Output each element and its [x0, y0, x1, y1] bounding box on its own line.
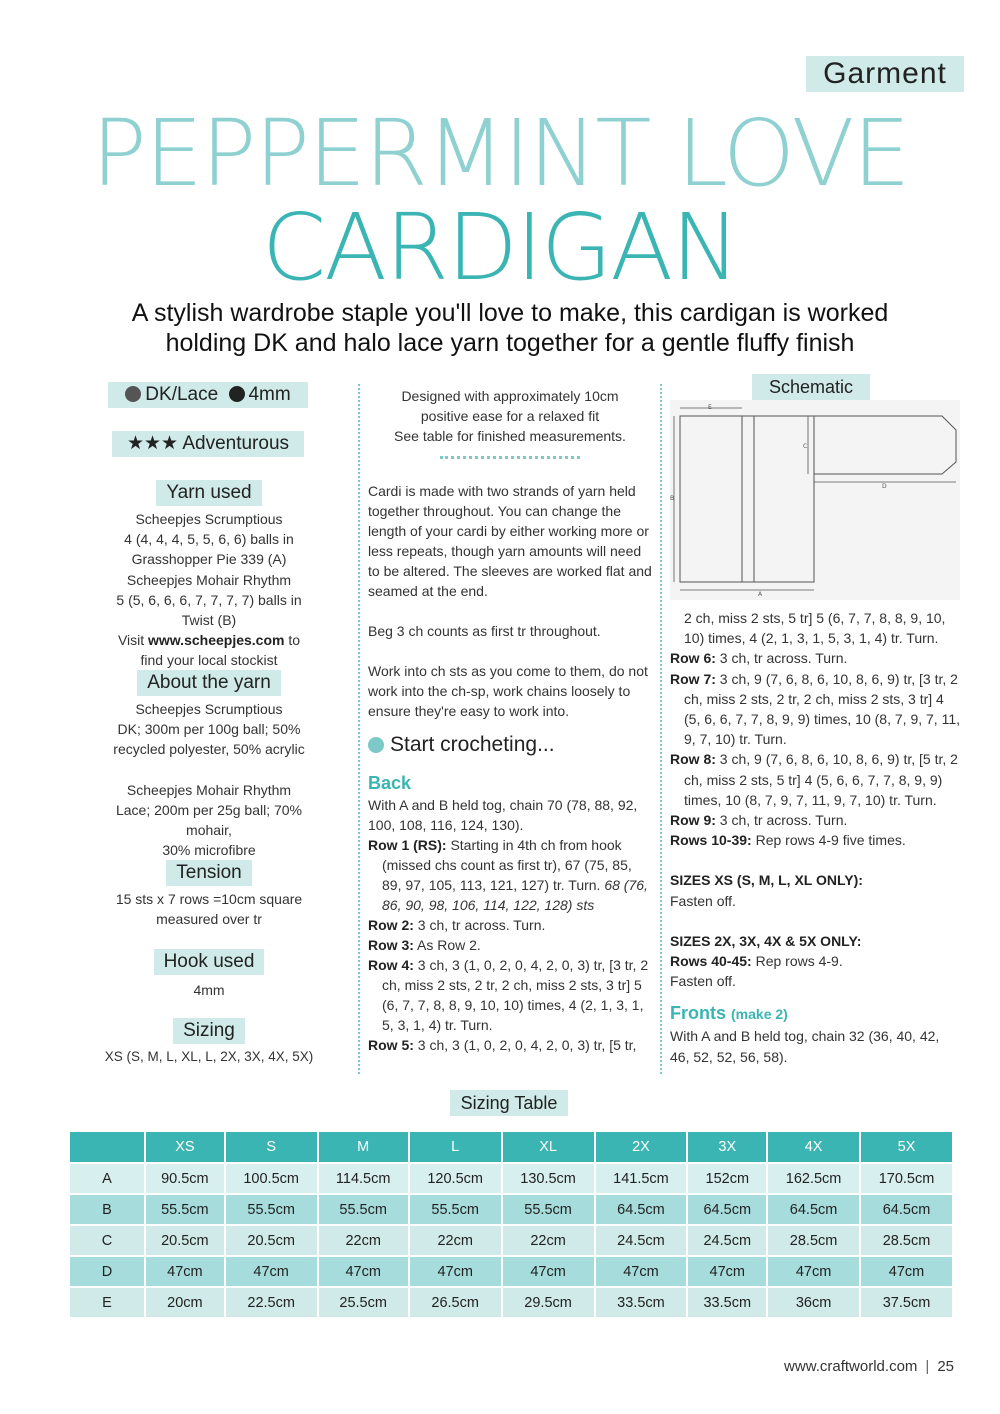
label-a: A — [758, 591, 763, 598]
table-header-row — [70, 1132, 952, 1162]
row-label-cell: D — [70, 1257, 144, 1286]
page-title-line1: PEPPERMINT LOVE — [91, 100, 909, 207]
page-title-line2: CARDIGAN — [261, 194, 739, 301]
about-yarn-heading: About the yarn — [137, 670, 281, 696]
row-9: Row 9: 3 ch, tr across. Turn. — [670, 812, 848, 829]
table-header-cell: XS — [146, 1132, 224, 1162]
row-label-cell: E — [70, 1288, 144, 1317]
hook-used-section — [100, 949, 318, 1000]
tension-line: 15 sts x 7 rows =10cm square — [115, 891, 303, 907]
table-cell: 47cm — [503, 1257, 594, 1286]
table-cell: 47cm — [688, 1257, 766, 1286]
yarn-line: Scheepjes Mohair Rhythm — [126, 571, 292, 588]
spec-level — [112, 431, 304, 457]
table-header-cell: 5X — [861, 1132, 952, 1162]
table-cell: 120.5cm — [410, 1164, 501, 1193]
about-line: DK; 300m per 100g ball; 50% — [117, 721, 301, 738]
back-intro: With A and B held tog, chain 70 (78, 88, 92, 100, 108, 116, 124, 130). — [368, 797, 638, 833]
about-line: Lace; 200m per 25g ball; 70% mohair, — [115, 801, 302, 839]
yarn-line: Scheepjes Scrumptious — [135, 511, 283, 527]
about-line: Scheepjes Mohair Rhythm — [126, 781, 292, 798]
table-header-cell: M — [319, 1132, 408, 1162]
table-cell: 114.5cm — [319, 1164, 408, 1193]
table-header-cell — [70, 1132, 144, 1162]
sizing-table — [68, 1130, 954, 1319]
ease-line: See table for finished measurements. — [394, 428, 626, 444]
visit-line2: find your local stockist — [140, 652, 278, 669]
about-line: Scheepjes Scrumptious — [135, 701, 283, 717]
table-cell: 24.5cm — [688, 1226, 766, 1255]
table-cell: 33.5cm — [596, 1288, 687, 1317]
table-cell: 55.5cm — [226, 1195, 317, 1224]
table-cell: 170.5cm — [861, 1164, 952, 1193]
table-cell: 22cm — [503, 1226, 594, 1255]
footer-url[interactable]: www.craftworld.com — [784, 1358, 918, 1375]
row-6: Row 6: 3 ch, tr across. Turn. — [670, 650, 848, 667]
back-heading: Back — [368, 773, 412, 793]
row-5: Row 5: 3 ch, 3 (1, 0, 2, 0, 4, 2, 0, 3) tr, [5 tr, — [368, 1037, 637, 1053]
difficulty-stars: ★★★ — [126, 433, 179, 454]
footer-separator: | — [925, 1358, 930, 1375]
table-cell: 28.5cm — [768, 1226, 859, 1255]
table-row — [70, 1226, 952, 1255]
table-cell: 26.5cm — [410, 1288, 501, 1317]
sizes-xs-xl-heading: SIZES XS (S, M, L, XL ONLY): — [670, 872, 863, 889]
ease-line: Designed with approximately 10cm — [401, 388, 619, 404]
visit-suffix: to — [284, 632, 301, 649]
pattern-column-3 — [670, 608, 962, 1067]
table-cell: 141.5cm — [596, 1164, 687, 1193]
spec-weight: DK/Lace — [145, 384, 219, 405]
about-line: recycled polyester, 50% acrylic — [113, 741, 305, 758]
sizes-2x-5x-heading: SIZES 2X, 3X, 4X & 5X ONLY: — [670, 932, 862, 949]
table-cell: 64.5cm — [861, 1195, 952, 1224]
hook-used-heading: Hook used — [154, 949, 265, 975]
table-row — [70, 1195, 952, 1224]
table-cell: 55.5cm — [503, 1195, 594, 1224]
row-3: Row 3: As Row 2. — [368, 937, 481, 953]
table-cell: 29.5cm — [503, 1288, 594, 1317]
label-b: B — [670, 495, 675, 502]
row-label-cell: B — [70, 1195, 144, 1224]
schematic-background — [670, 400, 960, 600]
table-cell: 33.5cm — [688, 1288, 766, 1317]
table-cell: 64.5cm — [596, 1195, 687, 1224]
schematic-diagram — [670, 400, 960, 600]
fronts-intro: With A and B held tog, chain 32 (36, 40, 42, 46, 52, 52, 56, 58). — [670, 1028, 940, 1065]
tension-section — [100, 860, 318, 929]
table-header-cell: 2X — [596, 1132, 687, 1162]
table-cell: 20.5cm — [226, 1226, 317, 1255]
note-beg-ch: Beg 3 ch counts as first tr throughout. — [368, 623, 601, 639]
row-2: Row 2: 3 ch, tr across. Turn. — [368, 917, 546, 933]
row-8: Row 8: 3 ch, 9 (7, 6, 8, 6, 10, 8, 6, 9) tr, [5 tr, 2 ch, miss 2 sts, 5 tr] 4 (5, 6, 6, 7, 7, 8, 9, 9) times, 10 (8, 7, 9, 7, 11, 9, 7, 10) tr. Turn. — [670, 751, 958, 808]
table-row — [70, 1257, 952, 1286]
table-cell: 47cm — [319, 1257, 408, 1286]
table-cell: 37.5cm — [861, 1288, 952, 1317]
table-cell: 20.5cm — [146, 1226, 224, 1255]
page-footer — [784, 1358, 954, 1375]
yarn-line: 5 (5, 6, 6, 6, 7, 7, 7, 7) balls in Twist (B) — [116, 591, 302, 629]
yarn-used-section — [100, 480, 318, 671]
table-row — [70, 1164, 952, 1193]
spec-weight-hook — [108, 382, 308, 408]
row-label-cell: C — [70, 1226, 144, 1255]
table-cell: 47cm — [768, 1257, 859, 1286]
page-number: 25 — [937, 1358, 954, 1375]
category-badge: Garment — [806, 56, 964, 92]
table-cell: 47cm — [146, 1257, 224, 1286]
table-cell: 162.5cm — [768, 1164, 859, 1193]
sizing-section — [96, 1018, 322, 1067]
table-cell: 28.5cm — [861, 1226, 952, 1255]
table-header-cell: XL — [503, 1132, 594, 1162]
row-7: Row 7: 3 ch, 9 (7, 6, 8, 6, 10, 8, 6, 9) tr, [3 tr, 2 ch, miss 2 sts, 2 tr, 2 ch, miss 2 sts, 3 tr] 4 (5, 6, 6, 7, 7, 8, 9, 9) times, 10 (8, 7, 9, 7, 11, 9, 7, 10) tr. Turn. — [670, 670, 960, 748]
table-cell: 22.5cm — [226, 1288, 317, 1317]
about-line: 30% microfibre — [162, 842, 256, 859]
table-cell: 47cm — [226, 1257, 317, 1286]
table-cell: 20cm — [146, 1288, 224, 1317]
tension-line: measured over tr — [156, 911, 262, 928]
table-cell: 22cm — [410, 1226, 501, 1255]
sizes-2x-5x-fasten: Fasten off. — [670, 973, 736, 990]
subtitle: A stylish wardrobe staple you'll love to make, this cardigan is worked holding DK and halo lace yarn together for a gentle fluffy finish — [131, 299, 889, 357]
label-c: C — [803, 443, 808, 450]
note-work-ch: Work into ch sts as you come to them, do not work into the ch-sp, work chains loosely to ensure they're easy to work into. — [368, 663, 648, 719]
table-cell: 22cm — [319, 1226, 408, 1255]
tension-heading: Tension — [166, 860, 252, 886]
table-header-cell: 3X — [688, 1132, 766, 1162]
yarn-ball-icon — [125, 386, 141, 402]
about-yarn-section — [100, 670, 318, 860]
row-label-cell: A — [70, 1164, 144, 1193]
label-d: D — [882, 483, 887, 490]
sizing-heading: Sizing — [173, 1018, 245, 1044]
pattern-column-2 — [368, 386, 652, 1055]
table-cell: 90.5cm — [146, 1164, 224, 1193]
visit-prefix: Visit — [117, 632, 149, 649]
yarn-line: Grasshopper Pie 339 (A) — [131, 551, 287, 568]
table-cell: 24.5cm — [596, 1226, 687, 1255]
table-cell: 55.5cm — [146, 1195, 224, 1224]
start-heading: Start crocheting... — [368, 731, 652, 759]
difficulty-level: Adventurous — [182, 433, 290, 454]
dotted-divider — [440, 456, 580, 459]
yarn-line: 4 (4, 4, 4, 5, 5, 6, 6) balls in — [124, 531, 294, 548]
schematic-heading: Schematic — [752, 374, 870, 400]
column-divider — [358, 384, 360, 1074]
rows-10-39: Rows 10-39: Rep rows 4-9 five times. — [670, 832, 906, 849]
sizes-xs-xl-text: Fasten off. — [670, 892, 736, 909]
spec-hook: 4mm — [248, 384, 291, 405]
table-cell: 36cm — [768, 1288, 859, 1317]
table-cell: 47cm — [596, 1257, 687, 1286]
sizing-value: XS (S, M, L, XL, L, 2X, 3X, 4X, 5X) — [104, 1049, 314, 1064]
table-cell: 25.5cm — [319, 1288, 408, 1317]
table-cell: 47cm — [410, 1257, 501, 1286]
table-row — [70, 1288, 952, 1317]
row-4: Row 4: 3 ch, 3 (1, 0, 2, 0, 4, 2, 0, 3) tr, [3 tr, 2 ch, miss 2 sts, 2 tr, 2 ch, miss 2 sts, 3 tr] 5 (6, 7, 7, 8, 8, 9, 10, 10) times, 4 (2, 1, 3, 1, 5, 3, 1, 4) tr. Turn. — [368, 957, 649, 1033]
table-header-cell: S — [226, 1132, 317, 1162]
scheepjes-link[interactable]: www.scheepjes.com — [148, 632, 285, 649]
hook-used-value: 4mm — [193, 982, 225, 998]
ease-line: positive ease for a relaxed fit — [420, 408, 600, 424]
table-cell: 130.5cm — [503, 1164, 594, 1193]
yarn-ball-icon — [368, 737, 384, 753]
rows-40-45: Rows 40-45: Rep rows 4-9. — [670, 953, 843, 970]
table-cell: 47cm — [861, 1257, 952, 1286]
fronts-heading: Fronts (make 2) — [670, 1003, 788, 1024]
column-divider — [660, 384, 662, 1074]
table-cell: 64.5cm — [688, 1195, 766, 1224]
table-header-cell: 4X — [768, 1132, 859, 1162]
table-cell: 152cm — [688, 1164, 766, 1193]
table-cell: 55.5cm — [410, 1195, 501, 1224]
row-5-continued: 2 ch, miss 2 sts, 5 tr] 5 (6, 7, 7, 8, 8, 9, 10, 10) times, 4 (2, 1, 3, 1, 5, 3, 1, 4) tr. Turn. — [684, 610, 946, 647]
table-header-cell: L — [410, 1132, 501, 1162]
table-cell: 64.5cm — [768, 1195, 859, 1224]
sizing-table-heading: Sizing Table — [450, 1090, 568, 1116]
yarn-used-heading: Yarn used — [156, 480, 261, 506]
label-e: E — [708, 404, 712, 411]
hook-icon — [229, 386, 245, 402]
intro-paragraph: Cardi is made with two strands of yarn held together throughout. You can change the length of your cardi by either working more or less repeats, though yarn amounts will need to be altered. The sleeves are worked flat and seamed at the end. — [368, 483, 652, 599]
table-cell: 55.5cm — [319, 1195, 408, 1224]
table-cell: 100.5cm — [226, 1164, 317, 1193]
row-1: Row 1 (RS): Starting in 4th ch from hook (missed chs count as first tr), 67 (75, 85, 89, 97, 105, 113, 121, 127) tr. Turn. 68 (76, 86, 90, 98, 106, 114, 122, 128) sts — [368, 837, 648, 913]
